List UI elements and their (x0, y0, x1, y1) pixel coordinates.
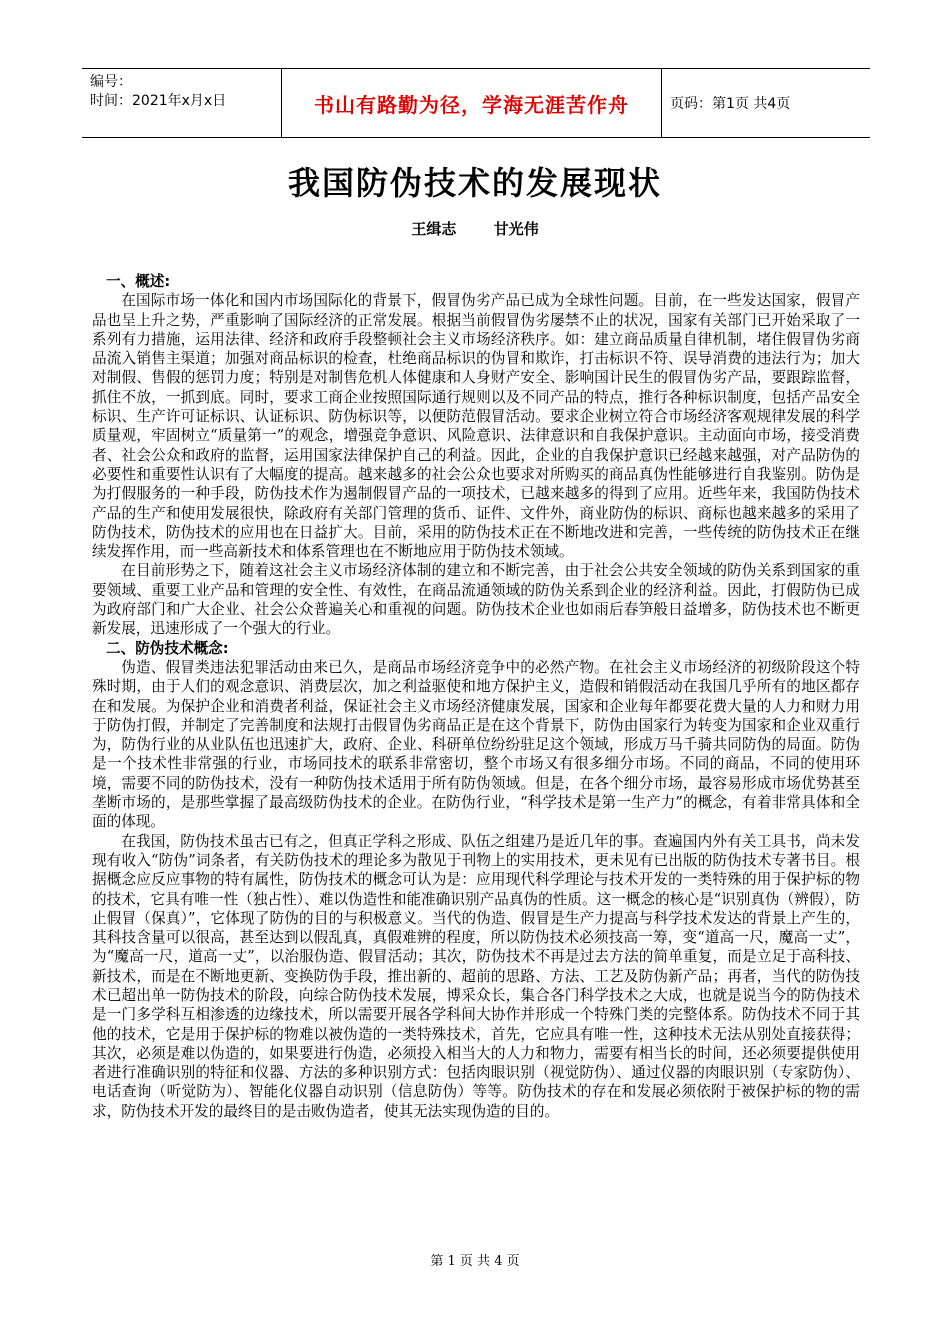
header-page-info: 页码：第1页 共4页 (670, 96, 791, 112)
time-label: 时间：2021年x月x日 (90, 93, 227, 109)
body-paragraph: 在我国，防伪技术虽古已有之，但真正学科之形成、队伍之组建乃是近几年的事。查遍国内外有关工具书，尚未发现有收入“防伪”词条者，有关防伪技术的理论多为散见于刊物上的实用技术，更未见有已出版的防伪技术专著书目。根据概念应反应事物的特有属性，防伪技术的概念可认为是：应用现代科学理论与技术开发的一类特殊的用于保护标的物的技术，它具有唯一性（独占性）、难以伪造性和能准确识别产品真伪的性质。这一概念的核心是“识别真伪（辨假），防止假冒（保真）”，它体现了防伪的目的与积极意义。当代的伪造、假冒是生产力提高与科学技术发达的背景上产生的，其科技含量可以很高，甚至达到以假乱真，真假难辨的程度，所以防伪技术必须技高一筹，变“道高一尺，魔高一丈”，为“魔高一尺，道高一丈”，以治服伪造、假冒活动；其次，防伪技术不再是过去方法的简单重复，而是立足于高科技、新技术，而是在不断地更新、变换防伪手段，推出新的、超前的思路、方法、工艺及防伪新产品；再者，当代的防伪技术已超出单一防伪技术的阶段，向综合防伪技术发展，博采众长，集合各门科学技术之大成，也就是说当今的防伪技术是一门多学科互相渗透的边缘技术，所以需要开展各学科间大协作并形成一个特殊门类的完整体系。防伪技术不同于其他的技术，它是用于保护标的物难以被伪造的一类特殊技术，首先，它应具有唯一性，这种技术无法从别处直接获得；其次，必须是难以伪造的，如果要进行伪造，必须投入相当大的人力和物力，需要有相当长的时间，还必须要提供使用者进行准确识别的特征和仪器、方法的多种识别方式：包括肉眼识别（视觉防伪）、通过仪器的肉眼识别（专家防伪）、电话查询（听觉防为）、智能化仪器自动识别（信息防伪）等等。防伪技术的存在和发展必须依附于被保护标的物的需求，防伪技术开发的最终目的是击败伪造者，使其无法实现伪造的目的。 (92, 832, 860, 1120)
document-body (92, 272, 860, 1121)
body-paragraph: 伪造、假冒类违法犯罪活动由来已久，是商品市场经济竞争中的必然产物。在社会主义市场经济的初级阶段这个特殊时期，由于人们的观念意识、消费层次，加之利益驱使和地方保护主义，造假和销假活动在我国几乎所有的地区都存在和发展。为保护企业和消费者利益，保证社会主义市场经济健康发展，国家和企业每年都要花费大量的人力和财力用于防伪打假，并制定了完善制度和法规打击假冒伪劣商品正是在这个背景下，防伪由国家行为转变为国家和企业双重行为，防伪行业的从业队伍也迅速扩大，政府、企业、科研单位纷纷驻足这个领域，形成万马千骑共同防伪的局面。防伪是一个技术性非常强的行业，市场同技术的联系非常密切，整个市场又有很多细分市场。不同的商品，不同的使用环境，需要不同的防伪技术，没有一种防伪技术适用于所有防伪领域。但是，在各个细分市场，最容易形成市场优势甚至垄断市场的，是那些掌握了最高级防伪技术的企业。在防伪行业，“科学技术是第一生产力”的概念，有着非常具体和全面的体现。 (92, 658, 860, 831)
page-footer: 第 1 页 共 4 页 (430, 1254, 520, 1269)
body-paragraph: 在国际市场一体化和国内市场国际化的背景下，假冒伪劣产品已成为全球性问题。目前，在一些发达国家，假冒产品也呈上升之势，严重影响了国际经济的正常发展。根据当前假冒伪劣屡禁不止的状况，国家有关部门已开始采取了一系列有力措施，运用法律、经济和政府手段整顿社会主义市场经济秩序。如：建立商品质量自律机制，堵住假冒伪劣商品流入销售主渠道；加强对商品标识的检查，杜绝商品标识的伪冒和欺诈，打击标识不符、误导消费的违法行为；加大对制假、售假的惩罚力度；特别是对制售危机人体健康和人身财产安全、影响国计民生的假冒伪劣产品，要跟踪监督，抓住不放，一抓到底。同时，要求工商企业按照国际通行规则以及不同产品的特点，推行各种标识制度，包括产品安全标识、生产许可证标识、认证标识、防伪标识等，以便防范假冒活动。要求企业树立符合市场经济客观规律发展的科学质量观，牢固树立“质量第一”的观念，增强竞争意识、风险意识、法律意识和自我保护意识。主动面向市场，接受消费者、社会公众和政府的监督，运用国家法律保护自己的利益。因此，企业的自我保护意识已经越来越强，对产品防伪的必要性和重要性认识有了大幅度的提高。越来越多的社会公众也要求对所购买的商品真伪性能够进行自我鉴别。防伪是为打假服务的一种手段，防伪技术作为遏制假冒产品的一项技术，已越来越多的得到了应用。近些年来，我国防伪技术产品的生产和使用发展很快，除政府有关部门管理的货币、证件、文件外，商业防伪的标识、商标也越来越多的采用了防伪技术，防伪技术的应用也在日益扩大。目前，采用的防伪技术正在不断地改进和完善，一些传统的防伪技术正在继续发挥作用，而一些高新技术和体系管理也在不断地应用于防伪技术领域。 (92, 292, 860, 561)
number-label: 编号： (90, 74, 132, 90)
header-meta (82, 69, 282, 137)
section-heading: 一、概述: (106, 273, 171, 290)
section-heading: 二、防伪技术概念: (106, 639, 229, 657)
header-motto: 书山有路勤为径，学海无涯苦作舟 (282, 69, 662, 137)
author-line (0, 218, 950, 239)
document-header (82, 68, 870, 138)
author-name: 王缉志 (411, 220, 457, 238)
body-paragraph: 在目前形势之下，随着这社会主义市场经济体制的建立和不断完善，由于社会公共安全领域的防伪关系到国家的重要领域、重要工业产品和管理的安全性、有效性，在商品流通领域的防伪关系到企业的经济利益。因此，打假防伪已成为政府部门和广大企业、社会公众普遍关心和重视的问题。防伪技术企业也如雨后春笋般日益增多，防伪技术也不断更新发展，迅速形成了一个强大的行业。 (92, 562, 860, 638)
author-name: 甘光伟 (493, 220, 539, 238)
document-title: 我国防伪技术的发展现状 (287, 164, 662, 202)
